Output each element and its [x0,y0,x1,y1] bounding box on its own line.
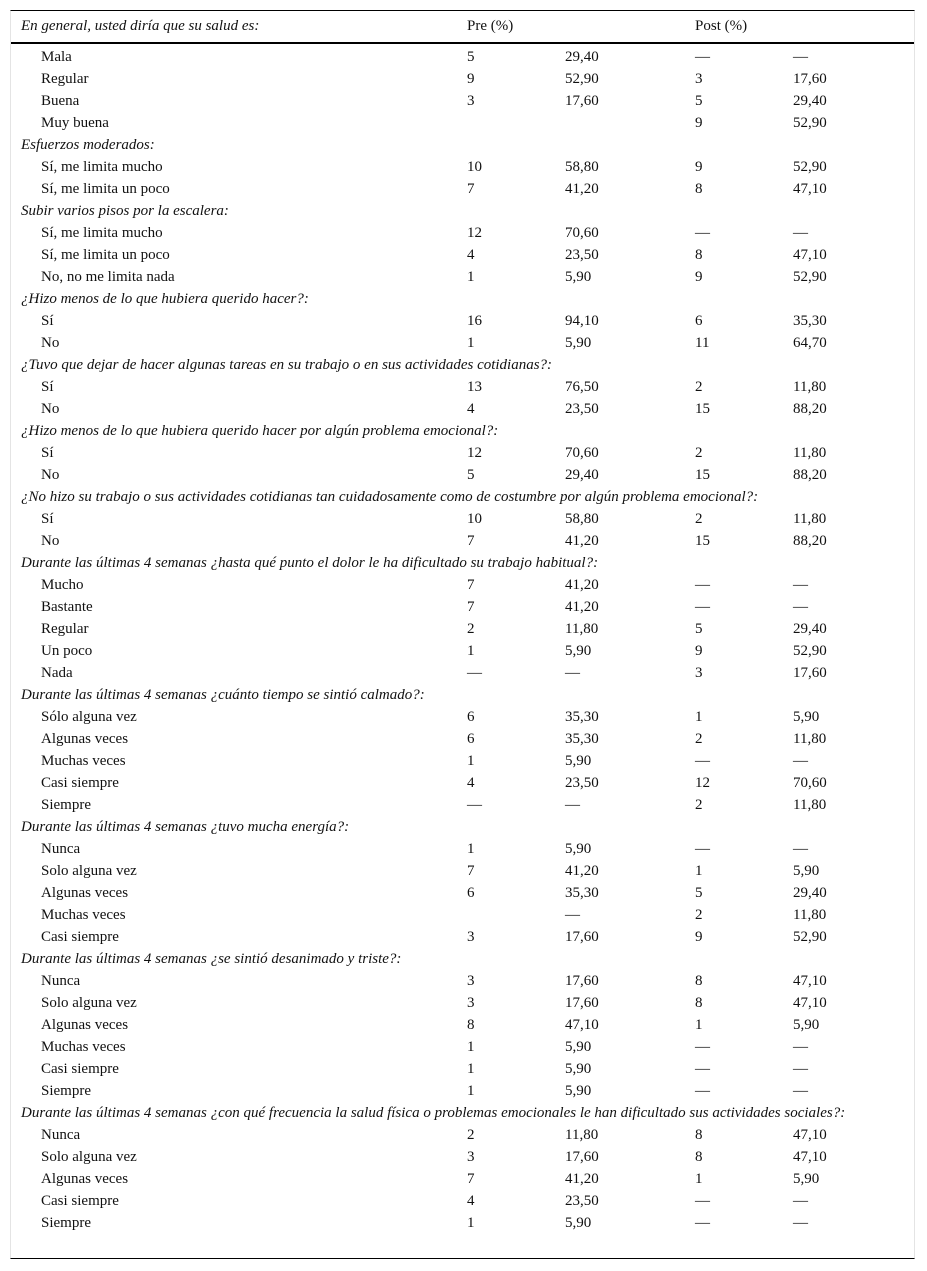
post-percent: — [793,599,809,615]
post-percent: 29,40 [793,621,827,637]
table-row [11,1168,914,1190]
pre-percent: — [565,665,580,681]
table-row [11,442,914,464]
category-label: Durante las últimas 4 semanas ¿se sintió desanimado y triste?: [21,951,402,967]
post-count: 1 [695,709,703,725]
pre-percent: 52,90 [565,71,599,87]
row-label: Regular [41,71,89,87]
post-percent: 17,60 [793,71,827,87]
post-count: 8 [695,973,703,989]
post-count: 12 [695,775,711,791]
post-percent: — [793,1039,809,1055]
pre-percent: 11,80 [565,621,599,637]
post-percent: 52,90 [793,929,827,945]
post-percent: 5,90 [793,1017,820,1033]
pre-count: 4 [467,1193,475,1209]
post-count: 9 [695,929,703,945]
category-row [11,948,914,970]
post-percent: 47,10 [793,1149,827,1165]
post-percent: — [793,841,809,857]
pre-percent: 23,50 [565,1193,599,1209]
category-row [11,1102,914,1124]
post-count: 2 [695,379,703,395]
table-row [11,1212,914,1234]
post-percent: 29,40 [793,93,827,109]
pre-percent: 29,40 [565,49,599,65]
post-count: 3 [695,665,703,681]
row-label: Sí [41,445,54,461]
table-row [11,508,914,530]
pre-count: 1 [467,269,475,285]
post-count: 9 [695,115,703,131]
pre-percent [555,112,685,134]
row-label: Nunca [41,973,81,989]
row-label: Muchas veces [41,753,126,769]
pre-count: 8 [467,1017,475,1033]
post-percent: 88,20 [793,533,827,549]
post-percent: — [793,49,809,65]
table-row [11,970,914,992]
header-pre: Pre (%) [457,11,685,43]
table-row [11,794,914,816]
row-label: Solo alguna vez [41,863,137,879]
row-label: Regular [41,621,89,637]
post-percent: — [793,1193,809,1209]
table-row [11,310,914,332]
post-percent: — [793,1083,809,1099]
post-percent: 5,90 [793,709,820,725]
row-label: Nunca [41,841,81,857]
category-row [11,684,914,706]
row-label: Casi siempre [41,775,119,791]
post-percent: — [793,753,809,769]
row-label: Casi siempre [41,929,119,945]
pre-percent: 5,90 [565,335,592,351]
post-percent: 11,80 [793,907,827,923]
post-percent: 11,80 [793,379,827,395]
table-row [11,398,914,420]
category-row [11,354,914,376]
post-count: 3 [695,71,703,87]
pre-count: 1 [467,643,475,659]
row-label: Siempre [41,1215,91,1231]
pre-percent: 41,20 [565,181,599,197]
category-row [11,486,914,508]
table-row [11,574,914,596]
post-count: 15 [695,467,711,483]
category-label: Durante las últimas 4 semanas ¿con qué frecuencia la salud física o problemas emocionales le han dificultado sus actividades sociales?: [21,1105,846,1121]
row-label: Bastante [41,599,93,615]
row-label: Muchas veces [41,907,126,923]
table-row [11,1146,914,1168]
row-label: No [41,401,60,417]
table-row [11,838,914,860]
post-count: 1 [695,1017,703,1033]
post-count: — [695,1193,711,1209]
row-label: Sí, me limita mucho [41,159,163,175]
post-percent: 11,80 [793,797,827,813]
post-count: — [695,753,711,769]
pre-percent: 58,80 [565,159,599,175]
table-row [11,464,914,486]
table-row [11,860,914,882]
pre-count: 16 [467,313,482,329]
table-row [11,178,914,200]
row-label: Buena [41,93,80,109]
pre-percent: 41,20 [565,577,599,593]
pre-percent: 5,90 [565,1215,592,1231]
post-count: 1 [695,1171,703,1187]
category-row [11,200,914,222]
pre-count: 1 [467,335,475,351]
post-percent: 52,90 [793,643,827,659]
post-count: 8 [695,1127,703,1143]
table-row [11,332,914,354]
post-percent: 11,80 [793,511,827,527]
category-label: ¿Tuvo que dejar de hacer algunas tareas en su trabajo o en sus actividades cotidianas?: [21,357,553,373]
category-label: ¿No hizo su trabajo o sus actividades cotidianas tan cuidadosamente como de costumbre por algún problema emocional?: [21,489,759,505]
pre-count: 6 [467,709,475,725]
table-row [11,222,914,244]
pre-percent: 35,30 [565,885,599,901]
row-label: Nunca [41,1127,81,1143]
pre-percent: 5,90 [565,643,592,659]
table-row [11,266,914,288]
post-count: 5 [695,621,703,637]
pre-count: 4 [467,401,475,417]
category-label: ¿Hizo menos de lo que hubiera querido hacer por algún problema emocional?: [21,423,499,439]
pre-count: 1 [467,841,475,857]
category-row [11,816,914,838]
row-label: Nada [41,665,73,681]
post-count: 2 [695,797,703,813]
row-label: Siempre [41,797,91,813]
category-label: Esfuerzos moderados: [21,137,155,153]
pre-count: 4 [467,247,475,263]
pre-percent: 41,20 [565,863,599,879]
pre-count: 3 [467,93,475,109]
category-label: Subir varios pisos por la escalera: [21,203,229,219]
post-percent: — [793,1061,809,1077]
post-count: 15 [695,401,711,417]
post-percent: 47,10 [793,181,827,197]
row-label: No [41,335,60,351]
post-percent: — [793,225,809,241]
pre-count: 10 [467,159,482,175]
table-row [11,1036,914,1058]
table-row [11,530,914,552]
category-row [11,288,914,310]
post-count: 8 [695,1149,703,1165]
table-row [11,376,914,398]
pre-percent: 5,90 [565,1061,592,1077]
pre-count: 12 [467,225,482,241]
pre-count: 1 [467,1083,475,1099]
pre-count: 7 [467,577,475,593]
category-label: Durante las últimas 4 semanas ¿hasta qué punto el dolor le ha dificultado su trabajo habitual?: [21,555,599,571]
pre-count: 4 [467,775,475,791]
post-count: 11 [695,335,710,351]
post-percent: 52,90 [793,115,827,131]
pre-percent: 35,30 [565,731,599,747]
pre-count: 7 [467,181,475,197]
post-count: 2 [695,445,703,461]
row-label: Sí, me limita un poco [41,181,170,197]
post-count: 2 [695,907,703,923]
post-percent: 47,10 [793,247,827,263]
post-percent: 64,70 [793,335,827,351]
post-count: — [695,1215,711,1231]
post-percent: — [793,1215,809,1231]
pre-percent: 5,90 [565,753,592,769]
pre-percent: 5,90 [565,841,592,857]
post-percent: 52,90 [793,159,827,175]
header-row [11,11,914,43]
post-count: 9 [695,643,703,659]
post-percent: — [793,577,809,593]
pre-count [457,112,555,134]
post-percent: 88,20 [793,467,827,483]
post-percent: 5,90 [793,1171,820,1187]
pre-count: — [467,797,482,813]
row-label: Muy buena [41,115,109,131]
table-row [11,772,914,794]
table-row [11,1190,914,1212]
post-count: — [695,1083,711,1099]
pre-percent: 23,50 [565,247,599,263]
pre-count: 2 [467,1127,475,1143]
row-label: Sí [41,313,54,329]
post-count: 9 [695,159,703,175]
category-label: Durante las últimas 4 semanas ¿tuvo mucha energía?: [21,819,350,835]
header-question: En general, usted diría que su salud es: [11,11,457,43]
table-row [11,112,914,134]
pre-count: 2 [467,621,475,637]
pre-count: 9 [467,71,475,87]
pre-percent: 41,20 [565,533,599,549]
pre-count: 3 [467,995,475,1011]
pre-percent: 58,80 [565,511,599,527]
pre-percent: 23,50 [565,401,599,417]
post-count: — [695,225,711,241]
pre-count: 7 [467,863,475,879]
table-row [11,1058,914,1080]
post-percent: 17,60 [793,665,827,681]
table-row [11,640,914,662]
post-count: — [695,599,711,615]
post-count: 5 [695,885,703,901]
category-row [11,420,914,442]
row-label: Algunas veces [41,885,129,901]
pre-percent: 5,90 [565,269,592,285]
table-row [11,706,914,728]
pre-percent: — [565,797,580,813]
pre-percent: 94,10 [565,313,599,329]
category-row [11,552,914,574]
pre-count: 7 [467,1171,475,1187]
table-row [11,904,914,926]
pre-count: 5 [467,49,475,65]
row-label: Un poco [41,643,93,659]
row-label: Mucho [41,577,84,593]
pre-percent: 11,80 [565,1127,599,1143]
pre-count: 1 [467,1061,475,1077]
post-count: — [695,841,711,857]
pre-count: 12 [467,445,482,461]
pre-count: 5 [467,467,475,483]
table-row [11,1080,914,1102]
post-percent: 70,60 [793,775,827,791]
pre-percent: 17,60 [565,995,599,1011]
row-label: Siempre [41,1083,91,1099]
pre-percent: 23,50 [565,775,599,791]
table-row [11,90,914,112]
pre-count: 3 [467,1149,475,1165]
pre-count [457,904,555,926]
table-row [11,1014,914,1036]
row-label: Mala [41,49,72,65]
post-count: 8 [695,995,703,1011]
pre-count: 7 [467,533,475,549]
pre-percent: 35,30 [565,709,599,725]
row-label: No [41,533,60,549]
table-row [11,992,914,1014]
pre-percent: 70,60 [565,445,599,461]
table-row [11,156,914,178]
post-percent: 52,90 [793,269,827,285]
post-percent: 47,10 [793,973,827,989]
pre-percent: 29,40 [565,467,599,483]
post-count: 9 [695,269,703,285]
row-label: Solo alguna vez [41,995,137,1011]
table-row [11,68,914,90]
pre-percent: 70,60 [565,225,599,241]
row-label: No [41,467,60,483]
post-count: 8 [695,247,703,263]
table-row [11,596,914,618]
row-label: Algunas veces [41,1171,129,1187]
post-count: 5 [695,93,703,109]
post-count: — [695,577,711,593]
category-row [11,134,914,156]
post-count: — [695,1061,711,1077]
pre-count: 3 [467,973,475,989]
table-row [11,618,914,640]
post-percent: 11,80 [793,445,827,461]
pre-percent: 17,60 [565,93,599,109]
pre-percent: 47,10 [565,1017,599,1033]
post-percent: 5,90 [793,863,820,879]
table-header [11,11,914,43]
table-body [11,43,914,1234]
pre-count: 13 [467,379,482,395]
row-label: Algunas veces [41,731,129,747]
post-percent: 47,10 [793,1127,827,1143]
row-label: No, no me limita nada [41,269,175,285]
row-label: Sólo alguna vez [41,709,137,725]
post-percent: 29,40 [793,885,827,901]
row-label: Algunas veces [41,1017,129,1033]
row-label: Muchas veces [41,1039,126,1055]
table-row [11,662,914,684]
post-percent: 88,20 [793,401,827,417]
category-label: Durante las últimas 4 semanas ¿cuánto tiempo se sintió calmado?: [21,687,425,703]
post-count: 8 [695,181,703,197]
row-label: Sí, me limita un poco [41,247,170,263]
pre-percent: 5,90 [565,1039,592,1055]
pre-count: 1 [467,1215,475,1231]
pre-count: 6 [467,885,475,901]
pre-percent: 76,50 [565,379,599,395]
post-percent: 35,30 [793,313,827,329]
post-count: — [695,1039,711,1055]
post-count: 2 [695,731,703,747]
pre-percent: — [565,907,580,923]
post-percent: 11,80 [793,731,827,747]
table-row [11,882,914,904]
pre-percent: 41,20 [565,1171,599,1187]
pre-percent: 17,60 [565,929,599,945]
header-post: Post (%) [685,11,914,43]
pre-count: 1 [467,1039,475,1055]
pre-percent: 17,60 [565,1149,599,1165]
row-label: Sí, me limita mucho [41,225,163,241]
post-count: 1 [695,863,703,879]
row-label: Sí [41,379,54,395]
row-label: Sí [41,511,54,527]
pre-count: 1 [467,753,475,769]
pre-percent: 17,60 [565,973,599,989]
pre-count: 3 [467,929,475,945]
table-row [11,244,914,266]
table-row [11,43,914,68]
health-survey-table [11,11,914,1234]
post-count: 2 [695,511,703,527]
pre-count: 7 [467,599,475,615]
post-count: — [695,49,711,65]
post-count: 6 [695,313,703,329]
pre-percent: 5,90 [565,1083,592,1099]
table-row [11,926,914,948]
row-label: Solo alguna vez [41,1149,137,1165]
post-percent: 47,10 [793,995,827,1011]
table-row [11,1124,914,1146]
category-label: ¿Hizo menos de lo que hubiera querido hacer?: [21,291,309,307]
post-count: 15 [695,533,711,549]
pre-count: 6 [467,731,475,747]
pre-count: 10 [467,511,482,527]
row-label: Casi siempre [41,1061,119,1077]
table-row [11,750,914,772]
pre-count: — [467,665,482,681]
row-label: Casi siempre [41,1193,119,1209]
table-row [11,728,914,750]
pre-percent: 41,20 [565,599,599,615]
